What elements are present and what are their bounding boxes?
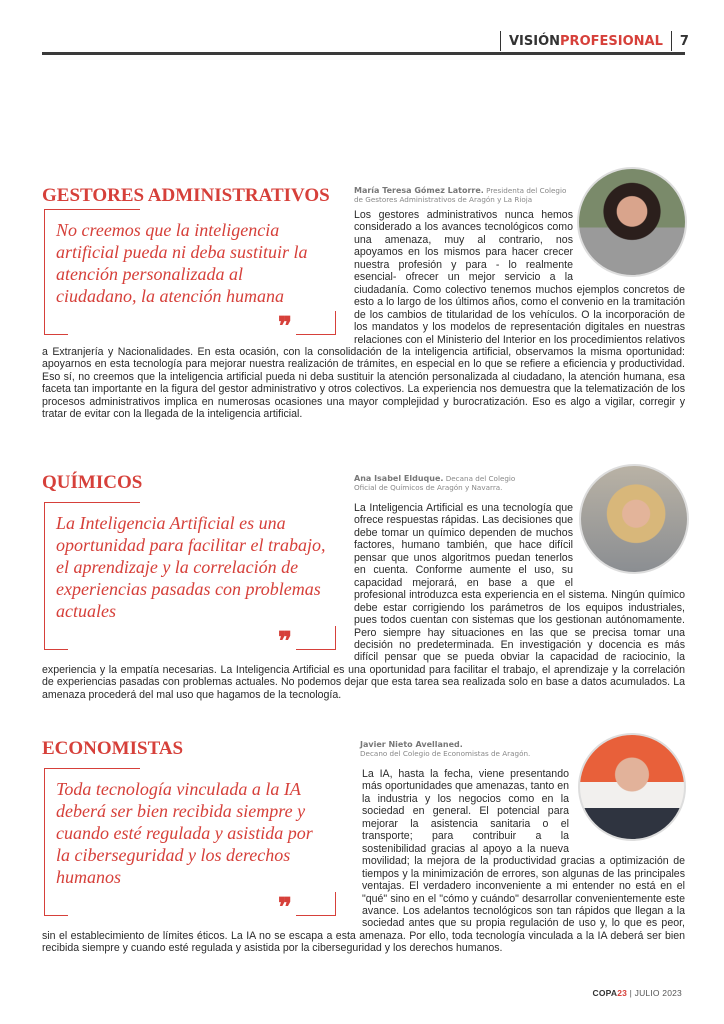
divider	[500, 31, 501, 51]
author-credit	[360, 741, 530, 758]
author-photo	[578, 733, 686, 841]
article-heading: ECONOMISTAS	[42, 738, 184, 759]
quote-mark-icon: ❞	[278, 893, 292, 923]
section-title-b: PROFESIONAL	[560, 33, 663, 49]
author-photo	[579, 464, 689, 574]
pull-quote	[44, 209, 336, 342]
author-role: Presidenta del Colegio	[486, 186, 567, 195]
running-header	[492, 30, 689, 52]
pull-quote	[44, 768, 336, 923]
header-rule	[42, 52, 685, 55]
quote-mark-icon: ❞	[278, 312, 292, 342]
author-name: Ana Isabel Elduque.	[354, 474, 444, 483]
article-heading: GESTORES ADMINISTRATIVOS	[42, 185, 330, 206]
article-text: Los gestores administrativos nunca hemos considerado a los avances tecnológicos como una amenaza, muy al contrario, nos apoyamos en los mismos para hacer crecer nuestra profesión y para - lo realmente esencial- ofrecer un mejor servicio a la ciudadanía. Como colectivo tenemos muchos ejemplos concretos de esto a lo largo de los últimos años, como el convenio en la tramitación de los cambios de titularidad de los vehículos. O la incorporación de los mandatos y los modelos de representación digitales en nuestras relaciones con el Ministerio del Interior en los procedimientos relativos a Extranjería y Nacionalidades. En esta ocasión, con la consolidación de la inteligencia artificial, observamos la misma oportunidad: apoyarnos en esta tecnología para mejorar nuestra realización de trámites, en especial en lo que se refiere a eficiencia y productividad. Eso sí, no creemos que la inteligencia artificial pueda ni deba sustituir la atención personalizada al ciudadano, la atención humana, esa faceta tan importante en la figura del gestor administrativo y otros colectivos. La experiencia nos demuestra que la telematización de los procesos administrativos implica en numerosas ocasiones una mayor complejidad y burocratización. Eso es algo a vigilar, corregir y tratar de evitar con la llegada de la inteligencia artificial.	[42, 209, 685, 421]
author-role: Decana del Colegio	[445, 474, 516, 483]
magazine-issue: 23	[617, 988, 628, 998]
author-photo	[577, 167, 687, 277]
article-text: La Inteligencia Artificial es una tecnología que ofrece respuestas rápidas. Las decisiones que debe tomar un químico dependen de muchos factores, humano también, que hace difícil pensar que unos algoritmos puedan tenerlos en cuenta. Conforme aumente el uso, su capacidad mejorará, en base a que el profesional introduzca esta experiencia en el sistema. Ningún químico debe estar corrigiendo los parámetros de los equipos industriales, pues todos cuentan con sistemas que los gestionan autónomamente. Pero siempre hay situaciones en las que se precisa tomar una decisión no predeterminada. En investigación y docencia es más difícil pensar que se pueda obviar la capacidad de raciocinio, la experiencia y la empatía necesarias. La Inteligencia Artificial es una oportunidad para facilitar el trabajo, el aprendizaje y la correlación de experiencias pasadas con problemas actuales. No podemos dejar que esta tarea sea realizada solo en base a datos acumulados. La amenaza procederá del mal uso que hagamos de la tecnología.	[42, 502, 685, 701]
author-role: Decano del Colegio de Economistas de Aragón.	[360, 748, 531, 758]
magazine-name: COPA	[592, 988, 618, 998]
section-title-a: VISIÓN	[509, 33, 561, 49]
author-name: Javier Nieto Avellaned.	[360, 740, 463, 749]
author-name: María Teresa Gómez Latorre.	[354, 186, 484, 195]
article-heading: QUÍMICOS	[42, 472, 143, 493]
article-text: La IA, hasta la fecha, viene presentando más oportunidades que amenazas, tanto en la industria y los negocios como en la sociedad en general. El potencial para mejorar la asistencia sanitaria o el transporte; para contribuir a la sostenibilidad gracias al apoyo a la nueva movilidad; la mejora de la productividad gracias a optimización de tiempos y la minimización de errores, son algunas de las principales ventajas. El verdadero inconveniente a mi entender no está en el "qué" sino en el "cómo y cuándo" desarrollar convenientemente este avance. Los adelantos tecnológicos son tan rápidos que llegan a la sociedad antes que su propia regulación de uso y, lo que es peor, sin el establecimiento de límites éticos. La IA no se escapa a esta amenaza. Por ello, toda tecnología vinculada a la IA deberá ser bien recibida siempre y cuando esté regulada y asistida por la ciberseguridad y los derechos humanos.	[42, 768, 685, 955]
pull-quote	[44, 502, 336, 657]
pull-quote-text: La Inteligencia Artificial es una oportunidad para facilitar el trabajo, el aprendizaje y la correlación de experiencias pasadas con problemas actuales	[56, 513, 326, 621]
page-footer	[593, 988, 683, 998]
author-credit	[354, 187, 566, 204]
issue-date: | JULIO 2023	[629, 988, 682, 998]
page-number: 7	[679, 33, 689, 49]
pull-quote-text: No creemos que la inteligencia artificial pueda ni deba sustituir la atención personalizada al ciudadano, la atención humana	[56, 220, 308, 306]
author-role: Oficial de Químicos de Aragón y Navarra.	[354, 482, 503, 492]
pull-quote-text: Toda tecnología vinculada a la IA deberá ser bien recibida siempre y cuando esté regulada y asistida por la ciberseguridad y los derechos humanos	[56, 779, 313, 887]
author-credit	[354, 475, 515, 492]
divider	[671, 31, 672, 51]
author-role: de Gestores Administrativos de Aragón y La Rioja	[354, 194, 533, 204]
quote-mark-icon: ❞	[278, 627, 292, 657]
